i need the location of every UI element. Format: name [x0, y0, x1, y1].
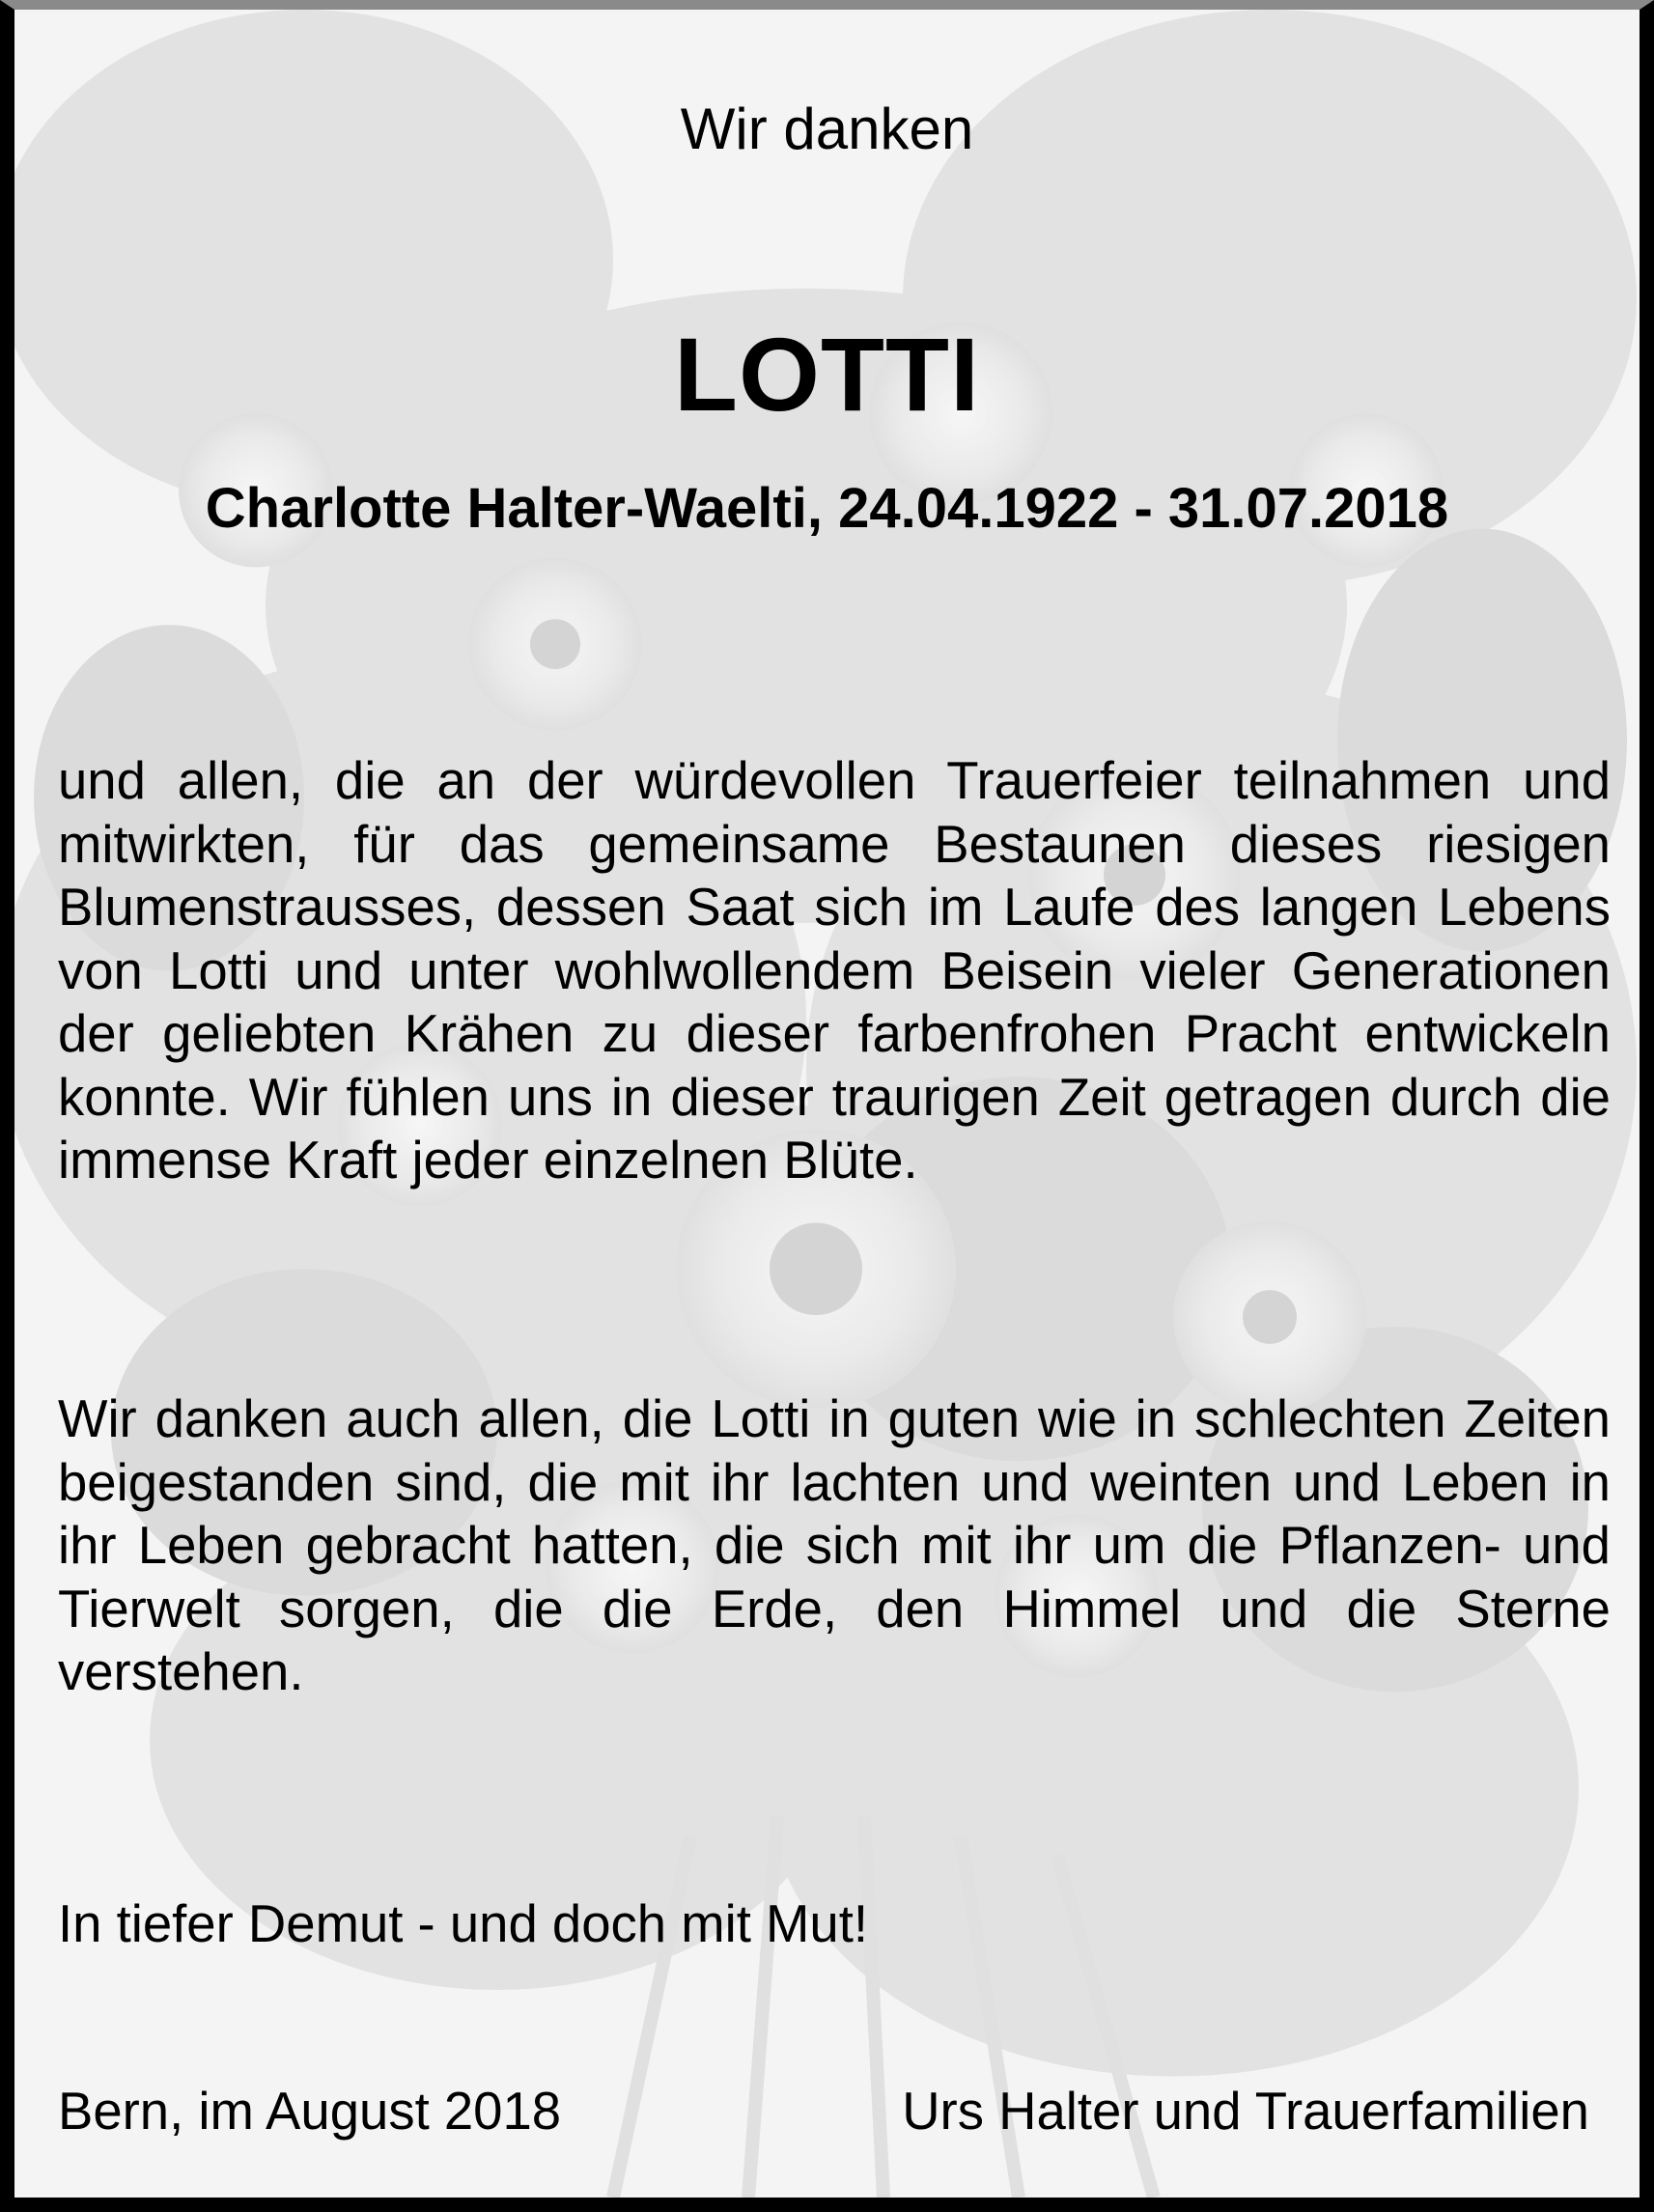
family-signature: Urs Halter und Trauerfamilien: [902, 2082, 1589, 2141]
notice-content: [14, 10, 1640, 2198]
greeting-heading: Wir danken: [680, 97, 974, 161]
place-and-date: Bern, im August 2018: [58, 2082, 562, 2141]
thanks-paragraph-2: Wir danken auch allen, die Lotti in guten wie in schlechten Zeiten beigestanden sind, die mit ihr lachten und weinten und Leben in ihr Leben gebracht hatten, die sich mit ihr um die Pflanzen- und Tierwelt sorgen, die die Erde, den Himmel und die Sterne verstehen.: [58, 1389, 1611, 1701]
full-name-and-dates: Charlotte Halter-Waelti, 24.04.1922 - 31.07.2018: [205, 477, 1449, 540]
thanks-paragraph-1: und allen, die an der würdevollen Trauerfeier teilnahmen und mitwirkten, für das gemeinsame Bestaunen dieses riesigen Blumenstrausses, dessen Saat sich im Laufe des langen Lebens von Lotti und unter wohlwollendem Beisein vieler Generationen der geliebten Krähen zu dieser farbenfrohen Pracht entwickeln konnte. Wir fühlen uns in dieser traurigen Zeit getragen durch die immense Kraft jeder einzelnen Blüte.: [58, 751, 1611, 1190]
closing-motto: In tiefer Demut - und doch mit Mut!: [58, 1894, 869, 1953]
deceased-name: LOTTI: [674, 316, 980, 433]
